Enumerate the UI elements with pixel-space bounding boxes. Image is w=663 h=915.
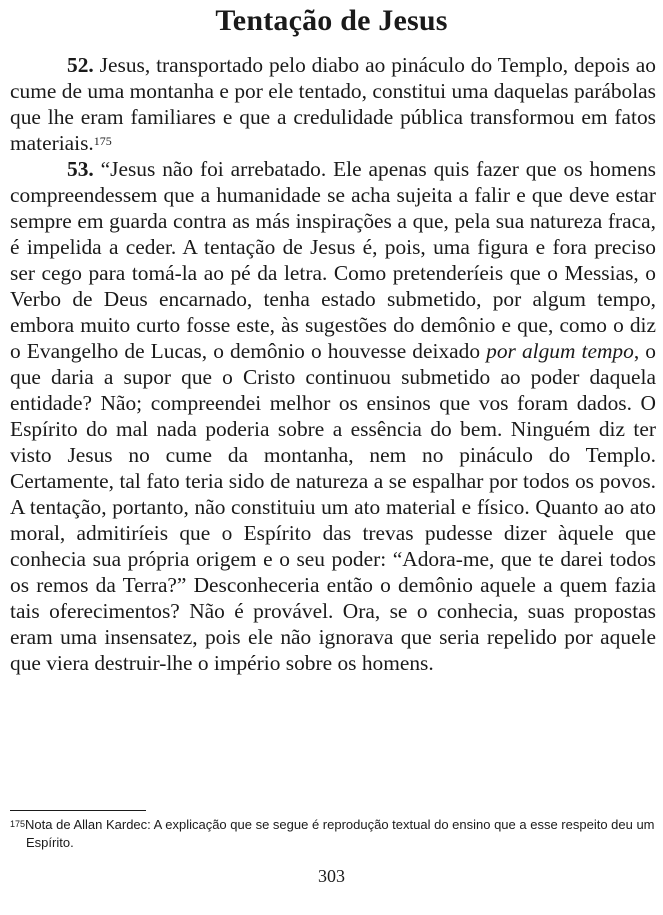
footnote-divider	[10, 810, 146, 811]
paragraph-number: 52.	[67, 53, 94, 77]
paragraph-52	[10, 52, 656, 156]
page-number: 303	[318, 866, 345, 886]
italic-phrase: por algum tempo	[486, 339, 634, 363]
footnote-mark: 175	[10, 819, 26, 829]
footnote-reference[interactable]: 175	[93, 134, 112, 148]
footnote	[10, 816, 656, 852]
paragraph-53	[10, 156, 656, 676]
paragraph-text: Jesus, transportado pelo diabo ao pináculo do Templo, depois ao cume de uma montanha e por ele tentado, constitui uma daquelas parábolas que lhe eram familiares e que a credulidade pública transformou em fatos materiais.	[10, 53, 656, 155]
body-text	[10, 52, 656, 676]
footnote-text: Nota de Allan Kardec: A explicação que se segue é reprodução textual do ensino que a esse respeito deu um Espírito.	[25, 817, 655, 850]
page-title: Tentação de Jesus	[215, 4, 448, 37]
paragraph-text-continued: , o que daria a supor que o Cristo continuou submetido ao poder daquela entidade? Não; compreendei melhor os ensinos que vos foram dados. O Espírito do mal nada poderia sobre a essência do bem. Ninguém diz ter visto Jesus no cume da montanha, nem no pináculo do Templo. Certamente, tal fato teria sido de natureza a se espalhar por todos os povos. A tentação, portanto, não constituiu um ato material e físico. Quanto ao ato moral, admitiríeis que o Espírito das trevas pudesse dizer àquele que conhecia sua própria origem e o seu poder: “Adora-me, que te darei todos os remos da Terra?” Desconheceria então o demônio aquele a quem fazia tais oferecimentos? Não é provável. Ora, se o conhecia, suas propostas eram uma insensatez, pois ele não ignorava que seria repelido por aquele que viera destruir-lhe o império sobre os homens.	[10, 339, 656, 675]
paragraph-text: “Jesus não foi arrebatado. Ele apenas quis fazer que os homens compreendessem que a humanidade se acha sujeita a falir e que deve estar sempre em guarda contra as más inspirações a que, pela sua natureza fraca, é impelida a ceder. A tentação de Jesus é, pois, uma figura e fora preciso ser cego para tomá-la ao pé da letra. Como pretenderíeis que o Messias, o Verbo de Deus encarnado, tenha estado submetido, por algum tempo, embora muito curto fosse este, às sugestões do demônio e que, como o diz o Evangelho de Lucas, o demônio o houvesse deixado	[10, 157, 656, 363]
paragraph-number: 53.	[67, 157, 94, 181]
